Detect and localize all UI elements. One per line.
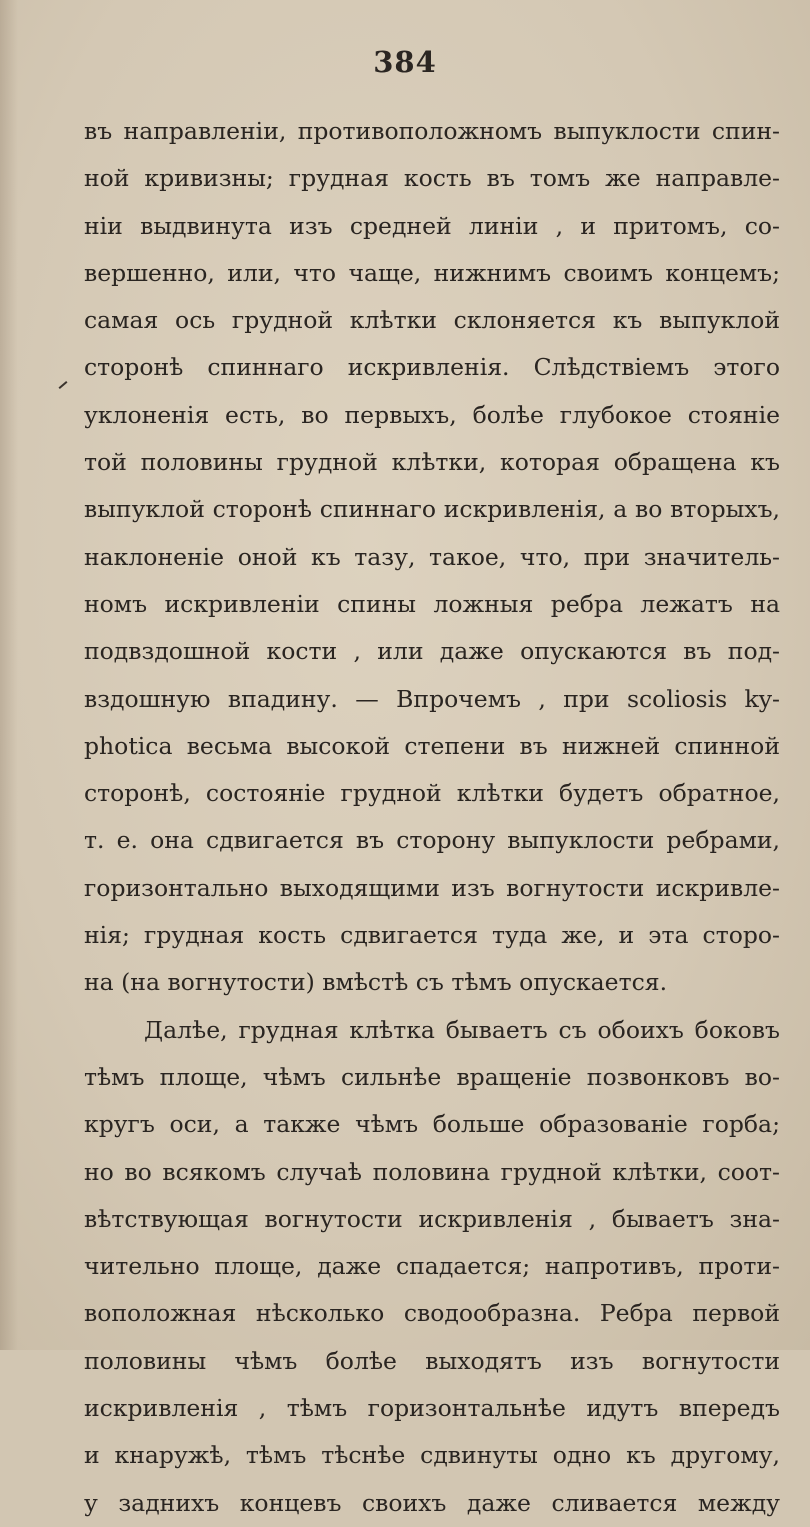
text-line: сторонѣ, состояніе грудной клѣтки будетъ обратное,: [84, 779, 780, 808]
text-line: тѣмъ площе, чѣмъ сильнѣе вращеніе позвонковъ во-: [84, 1062, 780, 1091]
text-line: сторонѣ спиннаго искривленія. Слѣдствіемъ этого: [84, 353, 780, 382]
page-number: 384: [373, 45, 437, 79]
body-text: [84, 108, 780, 1527]
text-line: въ направленіи, противоположномъ выпуклости спин-: [84, 117, 780, 145]
text-line: половины чѣмъ болѣе выходятъ изъ вогнутости: [84, 1346, 780, 1375]
text-line: выпуклой сторонѣ спиннаго искривленія, а во вторыхъ,: [84, 495, 780, 524]
text-line: чительно площе, даже спадается; напротивъ, проти-: [84, 1252, 780, 1281]
text-line: воположная нѣсколько сводообразна. Ребра первой: [84, 1299, 780, 1328]
margin-mark: [59, 381, 68, 389]
text-line: номъ искривленіи спины ложныя ребра лежатъ на: [84, 589, 780, 618]
text-line: ной кривизны; грудная кость въ томъ же направле-: [84, 164, 780, 193]
text-line: искривленія , тѣмъ горизонтальнѣе идутъ впередъ: [84, 1394, 780, 1423]
page-gutter-shadow: [0, 0, 18, 1350]
text-line: кругъ оси, а также чѣмъ больше образованіе горба;: [84, 1110, 780, 1139]
text-line: вѣтствующая вогнутости искривленія , бываетъ зна-: [84, 1204, 780, 1233]
text-line: ніи выдвинута изъ средней линіи , и притомъ, со-: [84, 211, 780, 240]
text-line: уклоненія есть, во первыхъ, болѣе глубокое стояніе: [84, 400, 780, 429]
text-line: и кнаружѣ, тѣмъ тѣснѣе сдвинуты одно къ другому,: [84, 1441, 780, 1470]
text-line: подвздошной кости , или даже опускаются въ под-: [84, 637, 780, 666]
text-line: но во всякомъ случаѣ половина грудной клѣтки, соот-: [84, 1157, 780, 1186]
text-line: вздошную впадину. — Впрочемъ , при scoliosis ky-: [84, 684, 780, 713]
text-line: т. е. она сдвигается въ сторону выпуклости ребрами,: [84, 826, 780, 855]
text-line: вершенно, или, что чаще, нижнимъ своимъ концемъ;: [84, 258, 780, 287]
text-line: нія; грудная кость сдвигается туда же, и эта сторо-: [84, 921, 780, 950]
text-line: у заднихъ концевъ своихъ даже сливается между: [84, 1488, 780, 1517]
paragraph-end-line: на (на вогнутости) вмѣстѣ съ тѣмъ опускается.: [84, 968, 668, 997]
text-line: самая ось грудной клѣтки склоняется къ выпуклой: [84, 306, 780, 335]
text-line: наклоненіе оной къ тазу, такое, что, при значитель-: [84, 542, 780, 571]
text-line: той половины грудной клѣтки, которая обращена къ: [84, 448, 780, 477]
paragraph-start-line: Далѣе, грудная клѣтка бываетъ съ обоихъ боковъ: [144, 1015, 780, 1044]
text-line: горизонтально выходящими изъ вогнутости искривле-: [84, 873, 780, 902]
text-line: photica весьма высокой степени въ нижней спинной: [84, 731, 780, 760]
